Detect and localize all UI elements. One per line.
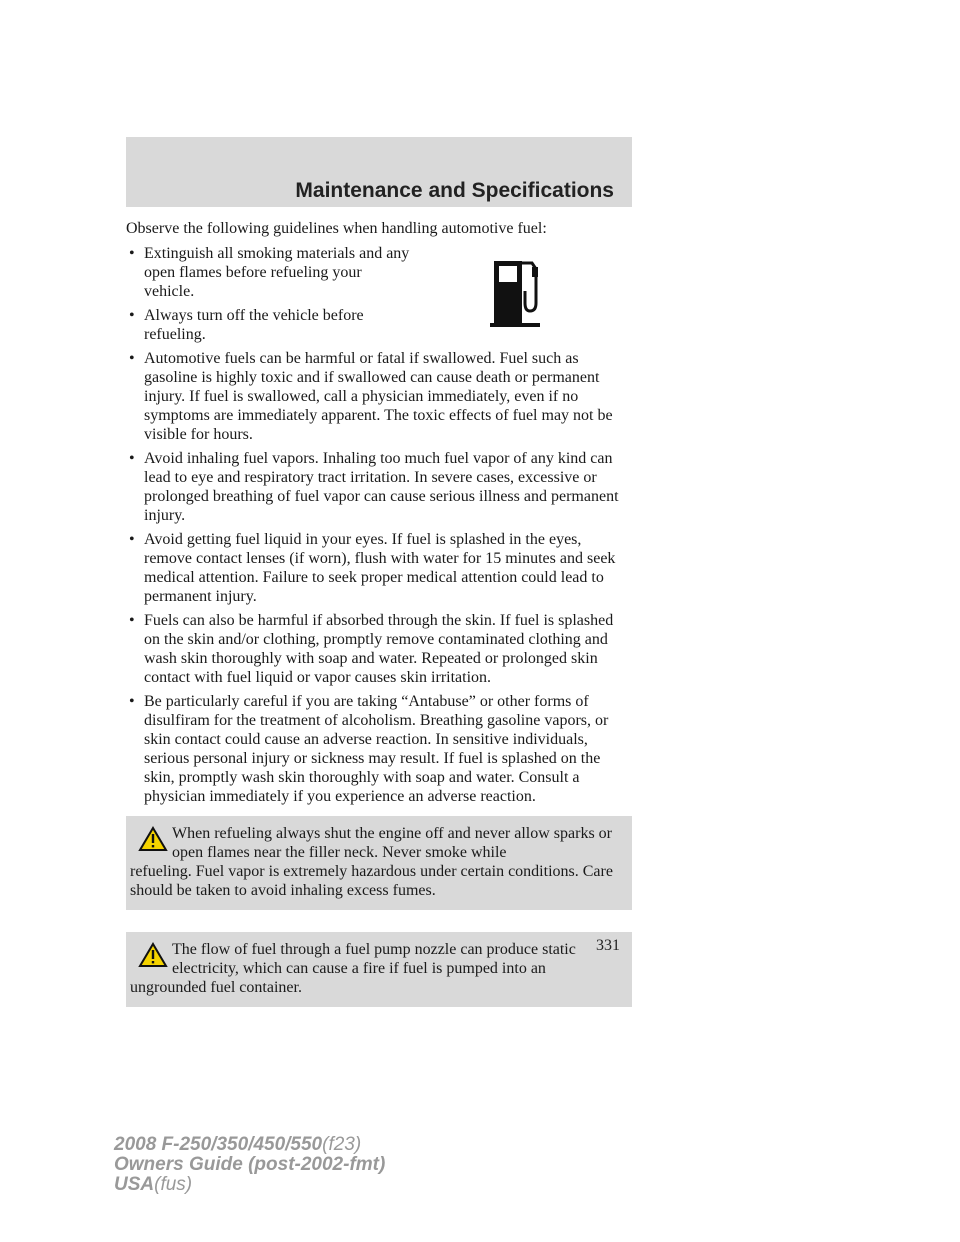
section-title: Maintenance and Specifications bbox=[295, 179, 614, 202]
page-number: 331 bbox=[596, 937, 620, 954]
list-item: • Avoid getting fuel liquid in your eyes. If fuel is splashed in the eyes, remove contact lenses (if worn), flush with water for 15 minutes and seek medical attention. Failure to seek proper medical attention could lead to permanent injury. bbox=[129, 531, 616, 605]
warning-text-first: When refueling always shut the engine off and never allow sparks or open flames near the filler neck. Never smoke while bbox=[172, 825, 613, 861]
list-item: • Fuels can also be harmful if absorbed through the skin. If fuel is splashed on the skin and/or clothing, promptly remove contaminated clothing and wash skin thoroughly with soap and water. Repeated or prolonged skin contact with fuel liquid or vapor causes skin irritation. bbox=[129, 612, 614, 686]
warning-triangle-icon bbox=[138, 942, 168, 968]
list-item: • Avoid inhaling fuel vapors. Inhaling too much fuel vapor of any kind can lead to eye and respiratory tract irritation. In severe cases, excessive or prolonged breathing of fuel vapor can cause serious illness and permanent injury. bbox=[129, 450, 619, 524]
warning-triangle-icon bbox=[138, 826, 168, 852]
header-band bbox=[126, 137, 632, 207]
main-content bbox=[126, 219, 632, 1007]
document-footer: 2008 F-250/350/450/550(f23) Owners Guide (post-2002-fmt) USA(fus) bbox=[114, 1134, 386, 1195]
list-item: • Automotive fuels can be harmful or fatal if swallowed. Fuel such as gasoline is highly toxic and if swallowed can cause death or permanent injury. If fuel is swallowed, call a physician immediately, even if no symptoms are immediately apparent. The toxic effects of fuel may not be visible for hours. bbox=[129, 350, 613, 443]
warning-box bbox=[126, 932, 632, 1007]
intro-paragraph: Observe the following guidelines when handling automotive fuel: bbox=[126, 220, 547, 237]
warning-box bbox=[126, 816, 632, 910]
warning-text-first: The flow of fuel through a fuel pump nozzle can produce static electricity, which can cause a fire if fuel is pumped into an bbox=[172, 941, 576, 977]
list-item: • Be particularly careful if you are taking “Antabuse” or other forms of disulfiram for the treatment of alcoholism. Breathing gasoline vapors, or skin contact could cause an adverse reaction. In sensitive individuals, serious personal injury or sickness may result. If fuel is splashed on the skin, promptly wash skin thoroughly with soap and water. Consult a physician immediately if you experience an adverse reaction. bbox=[129, 693, 609, 805]
warning-text-rest: ungrounded fuel container. bbox=[130, 979, 302, 996]
warning-text-rest: refueling. Fuel vapor is extremely hazardous under certain conditions. Care should be taken to avoid inhaling excess fumes. bbox=[130, 863, 613, 899]
list-item: • Always turn off the vehicle before refueling. bbox=[129, 307, 364, 343]
list-item: • Extinguish all smoking materials and any open flames before refueling your vehicle. bbox=[129, 245, 410, 300]
